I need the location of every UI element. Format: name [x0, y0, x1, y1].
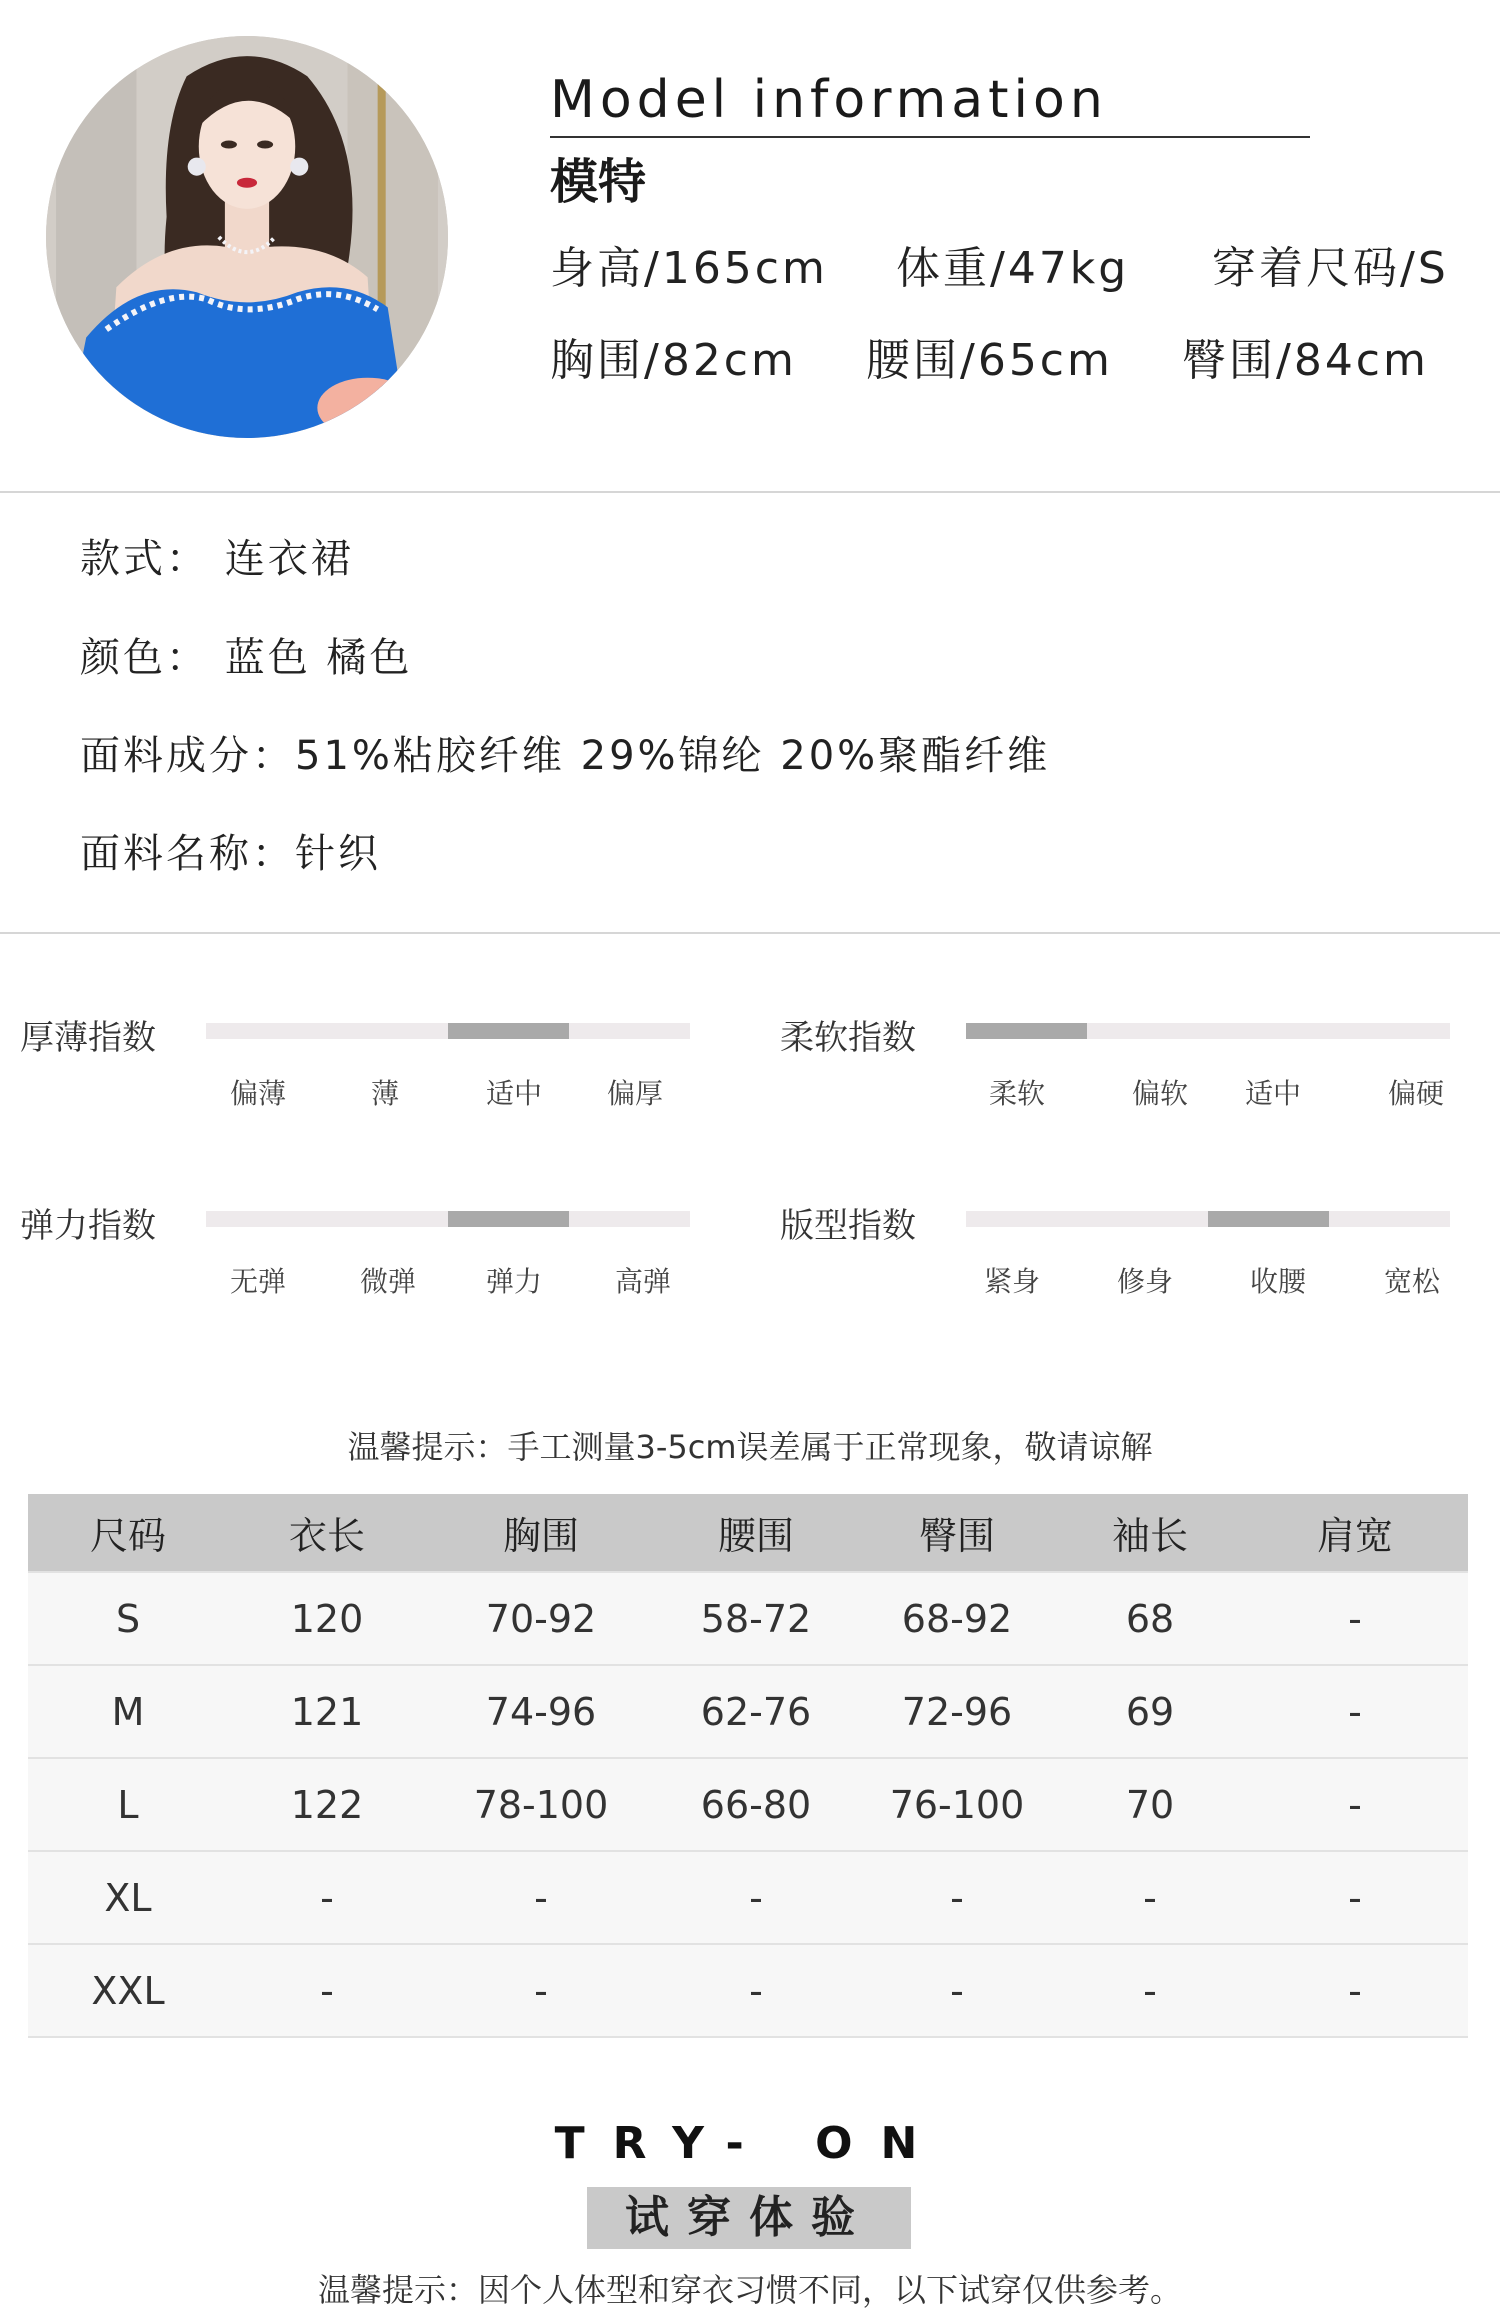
index-label: 偏硬: [1387, 1077, 1445, 1110]
table-cell: -: [656, 1851, 856, 1944]
index-label: 高弹: [614, 1265, 672, 1298]
table-cell: -: [1242, 1572, 1468, 1665]
index-track-thickness: [206, 1023, 690, 1039]
table-cell: 62-76: [656, 1665, 856, 1758]
index-label: 适中: [485, 1077, 543, 1110]
model-info-subtitle: 模特: [550, 154, 647, 210]
table-cell: -: [1242, 1758, 1468, 1851]
tryon-tip: 温馨提示：因个人体型和穿衣习惯不同，以下试穿仅供参考。: [317, 2271, 1182, 2309]
table-cell: -: [1242, 1944, 1468, 2037]
table-cell: 68-92: [856, 1572, 1058, 1665]
table-row: [28, 1758, 1468, 1851]
header-sleeve: 袖长: [1058, 1494, 1242, 1572]
spec-style: 款式： 连衣裙: [80, 536, 354, 582]
table-cell: 76-100: [856, 1758, 1058, 1851]
divider: [0, 491, 1500, 493]
table-cell: 78-100: [426, 1758, 656, 1851]
model-info-title: Model information: [550, 70, 1108, 130]
index-name-thickness: 厚薄指数: [20, 1018, 156, 1058]
index-label: 弹力: [485, 1265, 543, 1298]
header-length: 衣长: [228, 1494, 426, 1572]
index-label: 偏厚: [606, 1077, 664, 1110]
model-size: 穿着尺码/S: [1212, 243, 1449, 294]
model-photo: [46, 36, 448, 438]
index-name-elasticity: 弹力指数: [20, 1206, 156, 1246]
table-cell: M: [28, 1665, 228, 1758]
table-cell: -: [1242, 1851, 1468, 1944]
table-cell: -: [856, 1944, 1058, 2037]
index-label: 紧身: [983, 1265, 1041, 1298]
table-cell: 69: [1058, 1665, 1242, 1758]
table-cell: -: [1058, 1851, 1242, 1944]
table-cell: L: [28, 1758, 228, 1851]
index-label: 薄: [370, 1077, 400, 1110]
index-label: 微弹: [359, 1265, 417, 1298]
table-row: [28, 1572, 1468, 1665]
index-track-elasticity: [206, 1211, 690, 1227]
model-waist: 腰围/65cm: [866, 335, 1113, 386]
header-size: 尺码: [28, 1494, 228, 1572]
index-label: 偏软: [1131, 1077, 1189, 1110]
table-cell: S: [28, 1572, 228, 1665]
table-cell: -: [228, 1944, 426, 2037]
table-row: [28, 1665, 1468, 1758]
tryon-title: TRY- ON: [554, 2118, 946, 2169]
spec-color: 颜色： 蓝色 橘色: [80, 635, 413, 681]
title-underline: [550, 136, 1310, 138]
table-cell: XXL: [28, 1944, 228, 2037]
index-marker-thickness: [448, 1023, 569, 1039]
table-cell: 70: [1058, 1758, 1242, 1851]
table-cell: -: [426, 1944, 656, 2037]
table-cell: 74-96: [426, 1665, 656, 1758]
index-label: 收腰: [1249, 1265, 1307, 1298]
table-header-row: [28, 1494, 1468, 1572]
table-cell: 120: [228, 1572, 426, 1665]
table-cell: 72-96: [856, 1665, 1058, 1758]
index-label: 宽松: [1383, 1265, 1441, 1298]
table-row: [28, 1944, 1468, 2037]
index-label: 柔软: [988, 1077, 1046, 1110]
table-cell: -: [856, 1851, 1058, 1944]
table-cell: XL: [28, 1851, 228, 1944]
table-cell: -: [656, 1944, 856, 2037]
index-label: 适中: [1244, 1077, 1302, 1110]
index-name-fit: 版型指数: [780, 1206, 916, 1246]
index-marker-elasticity: [448, 1211, 569, 1227]
index-marker-softness: [966, 1023, 1087, 1039]
table-cell: -: [426, 1851, 656, 1944]
table-cell: -: [1058, 1944, 1242, 2037]
header-shoulder: 肩宽: [1242, 1494, 1468, 1572]
index-label: 修身: [1116, 1265, 1174, 1298]
table-cell: -: [228, 1851, 426, 1944]
index-label: 偏薄: [229, 1077, 287, 1110]
table-cell: 122: [228, 1758, 426, 1851]
size-chart-table: [28, 1494, 1468, 2038]
table-cell: 121: [228, 1665, 426, 1758]
index-marker-fit: [1208, 1211, 1329, 1227]
model-hip: 臀围/84cm: [1182, 335, 1429, 386]
tryon-banner: 试穿体验: [587, 2187, 911, 2249]
table-cell: 66-80: [656, 1758, 856, 1851]
divider: [0, 932, 1500, 934]
spec-fabric-name: 面料名称：针织: [80, 831, 381, 877]
header-bust: 胸围: [426, 1494, 656, 1572]
table-cell: 68: [1058, 1572, 1242, 1665]
index-track-fit: [966, 1211, 1450, 1227]
table-row: [28, 1851, 1468, 1944]
header-hip: 臀围: [856, 1494, 1058, 1572]
size-measure-tip: 温馨提示：手工测量3-5cm误差属于正常现象，敬请谅解: [347, 1428, 1153, 1466]
header-waist: 腰围: [656, 1494, 856, 1572]
model-height: 身高/165cm: [550, 243, 828, 294]
table-cell: 58-72: [656, 1572, 856, 1665]
model-information-section: [0, 0, 1500, 490]
table-cell: 70-92: [426, 1572, 656, 1665]
model-weight: 体重/47kg: [896, 243, 1130, 294]
index-track-softness: [966, 1023, 1450, 1039]
index-name-softness: 柔软指数: [780, 1018, 916, 1058]
index-label: 无弹: [229, 1265, 287, 1298]
spec-composition: 面料成分：51%粘胶纤维 29%锦纶 20%聚酯纤维: [80, 733, 1051, 779]
model-bust: 胸围/82cm: [550, 335, 797, 386]
table-cell: -: [1242, 1665, 1468, 1758]
